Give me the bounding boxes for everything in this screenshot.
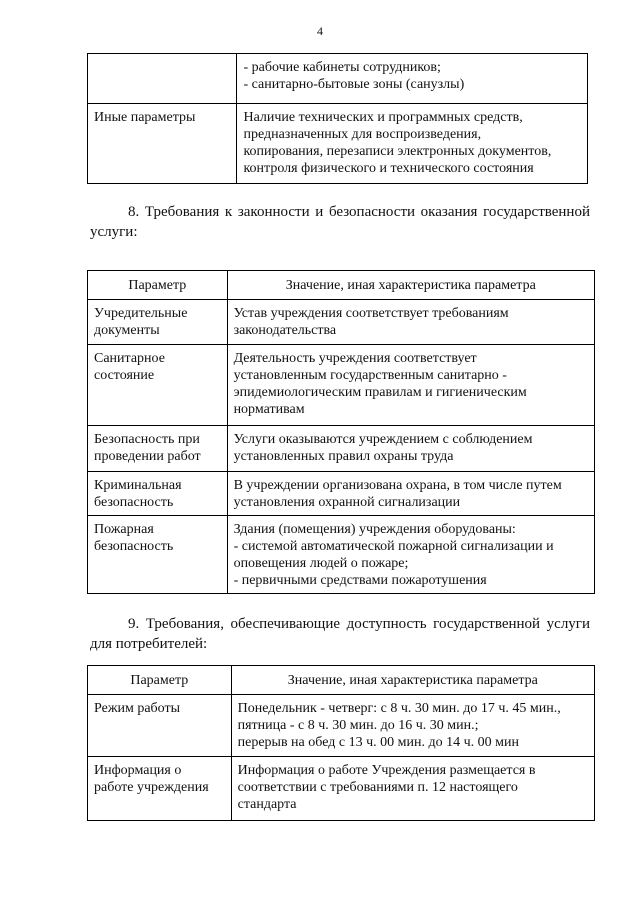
value-line: В учреждении организована охрана, в том числе путем [233,478,562,493]
param-line: документы [94,323,160,338]
page-number: 4 [317,24,323,38]
param-cell [88,516,228,594]
value-line: соответствии с требованиями п. 12 настоящего [237,780,518,795]
param-line: безопасность [94,495,174,510]
column-header-value: Значение, иная характеристика параметра [231,666,594,695]
value-line: копирования, перезаписи электронных документов, [243,144,552,159]
section-9-heading-line1: 9. Требования, обеспечивающие доступность государственной услуги [128,616,590,632]
param-cell [88,54,237,104]
section-8-heading [90,202,590,242]
value-line: Понедельник - четверг: с 8 ч. 30 мин. до 17 ч. 45 мин., [237,701,561,716]
param-line: проведении работ [94,449,201,464]
section-9-heading [90,614,590,654]
value-line: установленных правил охраны труда [233,449,454,464]
table-row [88,516,595,594]
value-line: Информация о работе Учреждения размещается в [237,763,536,778]
param-line: Режим работы [94,701,181,716]
section-8-heading-line2: услуги: [90,224,138,240]
param-cell [88,300,228,345]
value-line: предназначенных для воспроизведения, [243,127,482,142]
column-header-param: Параметр [88,271,228,300]
value-line: пятница - с 8 ч. 30 мин. до 16 ч. 30 мин.; [237,718,479,733]
value-line: контроля физического и технического состояния [243,161,534,176]
value-line: эпидемиологическим правилам и гигиеническим [233,385,527,400]
param-cell [88,695,232,757]
value-line: Здания (помещения) учреждения оборудованы: [233,522,516,537]
value-cell [237,104,588,184]
param-line: Криминальная [94,478,182,493]
param-line: Санитарное [94,351,165,366]
param-line: Пожарная [94,522,154,537]
value-cell [237,54,588,104]
table-row [88,54,588,104]
value-cell [227,426,594,472]
table-row [88,757,595,821]
value-line: Наличие технических и программных средств, [243,110,523,125]
value-line: Услуги оказываются учреждением с соблюдением [233,432,533,447]
value-cell [227,516,594,594]
value-cell [227,345,594,426]
param-cell [88,104,237,184]
value-line: оповещения людей о пожаре; [233,556,409,571]
param-line: Информация о [94,763,182,778]
table-row [88,345,595,426]
value-line: стандарта [237,797,297,812]
param-cell [88,757,232,821]
table-row [88,426,595,472]
param-line: безопасность [94,539,174,554]
param-cell [88,426,228,472]
table-row [88,300,595,345]
value-cell [231,757,594,821]
param-line: Иные параметры [94,110,196,125]
value-line: - рабочие кабинеты сотрудников; [243,60,441,75]
param-cell [88,345,228,426]
table-row [88,104,588,184]
value-line: - санитарно-бытовые зоны (санузлы) [243,77,465,92]
value-line: Деятельность учреждения соответствует [233,351,477,366]
param-line: состояние [94,368,155,383]
value-line: - первичными средствами пожаротушения [233,573,487,588]
table-row [88,695,595,757]
table-header-row [88,271,595,300]
value-cell [227,300,594,345]
param-line: Безопасность при [94,432,200,447]
value-cell [227,472,594,516]
value-line: установленным государственным санитарно - [233,368,507,383]
value-line: установления охранной сигнализации [233,495,461,510]
section-9-heading-line2: для потребителей: [90,636,208,652]
column-header-param: Параметр [88,666,232,695]
table-section-8 [87,270,595,594]
value-line: - системой автоматической пожарной сигнализации и [233,539,554,554]
table-header-row [88,666,595,695]
value-line: Устав учреждения соответствует требованиям [233,306,509,321]
table-row [88,472,595,516]
table-section-9 [87,665,595,821]
value-line: нормативам [233,402,305,417]
column-header-value: Значение, иная характеристика параметра [227,271,594,300]
value-cell [231,695,594,757]
table-top [87,53,588,184]
value-line: перерыв на обед с 13 ч. 00 мин. до 14 ч. 00 мин [237,735,519,750]
param-line: Учредительные [94,306,188,321]
param-line: работе учреждения [94,780,209,795]
section-8-heading-line1: 8. Требования к законности и безопасности оказания государственной [128,204,590,220]
param-cell [88,472,228,516]
value-line: законодательства [233,323,337,338]
